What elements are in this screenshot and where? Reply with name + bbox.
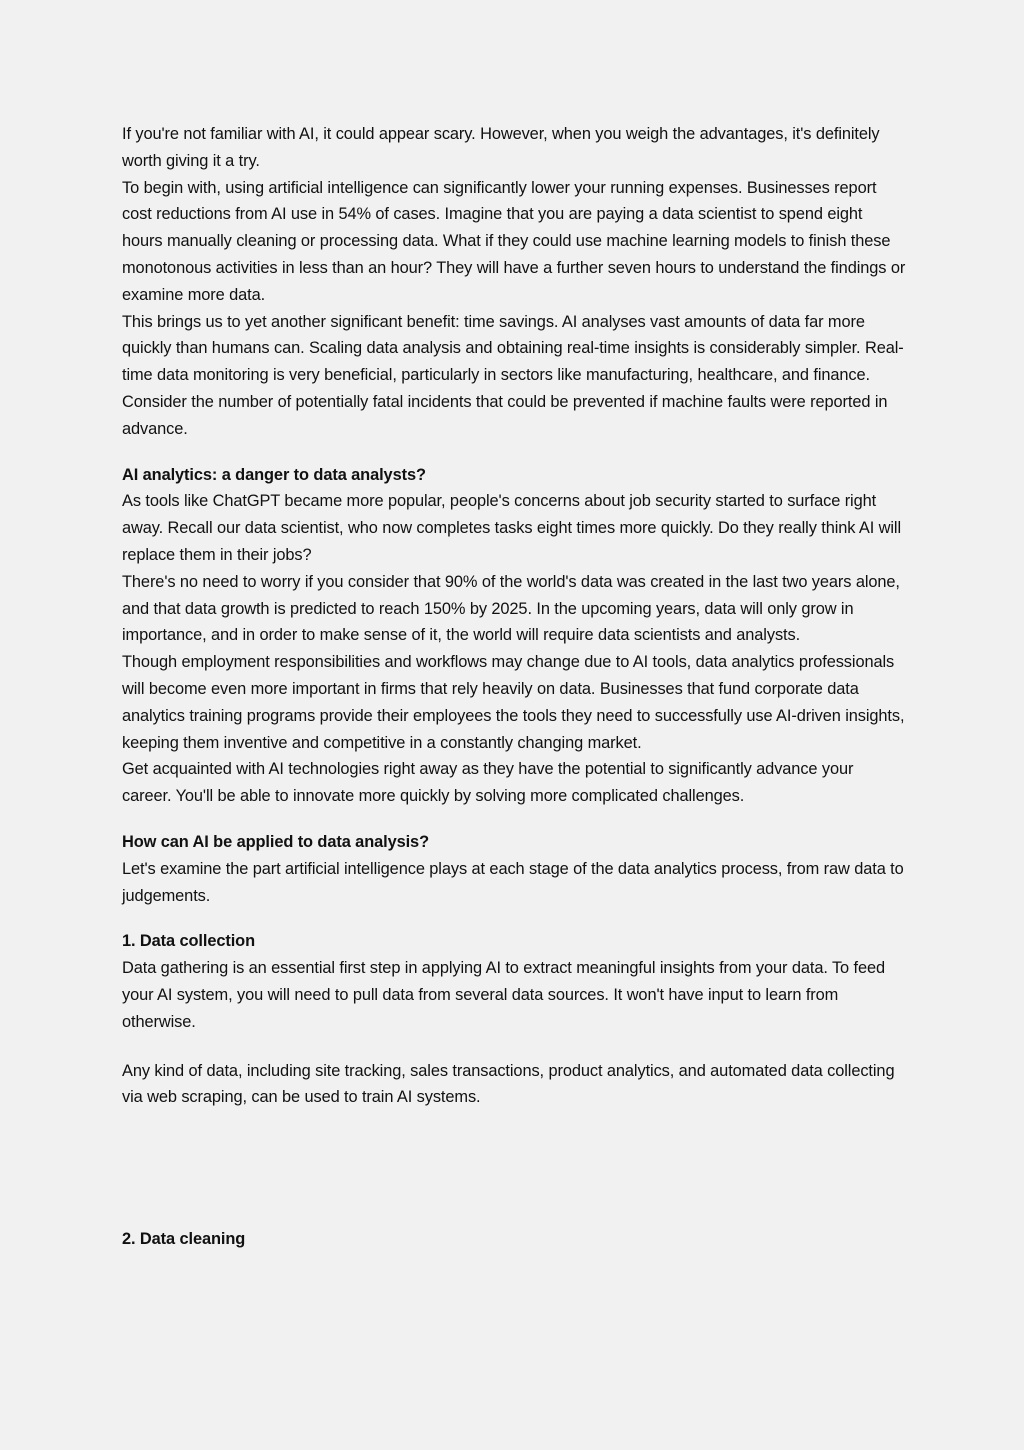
section-heading-cleaning: 2. Data cleaning xyxy=(122,1230,246,1249)
article-body xyxy=(122,121,906,1253)
intro-paragraph-2: To begin with, using artificial intelligence can significantly lower your running expenses. Businesses report cost reductions from AI use in 54% of cases. Imagine that you are paying a data scientist to spend eight hours manually cleaning or processing data. What if they could use machine learning models to finish these monotonous activities in less than an hour? They will have a further seven hours to understand the findings or examine more data. xyxy=(122,178,906,304)
danger-paragraph-4: Get acquainted with AI technologies right away as they have the potential to significantly advance your career. You'll be able to innovate more quickly by solving more complicated challenges. xyxy=(122,760,854,806)
intro-paragraph-1: If you're not familiar with AI, it could appear scary. However, when you weigh the advantages, it's definitely worth giving it a try. xyxy=(122,125,880,170)
collection-paragraph-2: Any kind of data, including site tracking, sales transactions, product analytics, and automated data collecting via web scraping, can be used to train AI systems. xyxy=(122,1061,895,1107)
danger-paragraph-1: As tools like ChatGPT became more popular, people's concerns about job security started to surface right away. Recall our data scientist, who now completes tasks eight times more quickly. Do they really think AI will replace them in their jobs? xyxy=(122,492,902,564)
section-heading-applied: How can AI be applied to data analysis? xyxy=(122,832,429,851)
section-heading-danger: AI analytics: a danger to data analysts? xyxy=(122,465,426,484)
section-heading-collection: 1. Data collection xyxy=(122,932,256,951)
danger-paragraph-3: Though employment responsibilities and workflows may change due to AI tools, data analytics professionals will become even more important in firms that rely heavily on data. Businesses that fund corporate data analytics training programs provide their employees the tools they need to successfully use AI-driven insights, keeping them inventive and competitive in a constantly changing market. xyxy=(122,653,905,752)
applied-paragraph-1: Let's examine the part artificial intelligence plays at each stage of the data analytics process, from raw data to judgements. xyxy=(122,859,904,905)
collection-paragraph-1: Data gathering is an essential first step in applying AI to extract meaningful insights from your data. To feed your AI system, you will need to pull data from several data sources. It won't have input to learn from otherwise. xyxy=(122,959,886,1031)
intro-paragraph-3: This brings us to yet another significant benefit: time savings. AI analyses vast amounts of data far more quickly than humans can. Scaling data analysis and obtaining real-time insights is considerably simpler. Real-time data monitoring is very beneficial, particularly in sectors like manufacturing, healthcare, and finance. Consider the number of potentially fatal incidents that could be prevented if machine faults were reported in advance. xyxy=(122,312,904,438)
danger-paragraph-2: There's no need to worry if you consider that 90% of the world's data was created in the last two years alone, and that data growth is predicted to reach 150% by 2025. In the upcoming years, data will only grow in importance, and in order to make sense of it, the world will require data scientists and analysts. xyxy=(122,572,900,645)
